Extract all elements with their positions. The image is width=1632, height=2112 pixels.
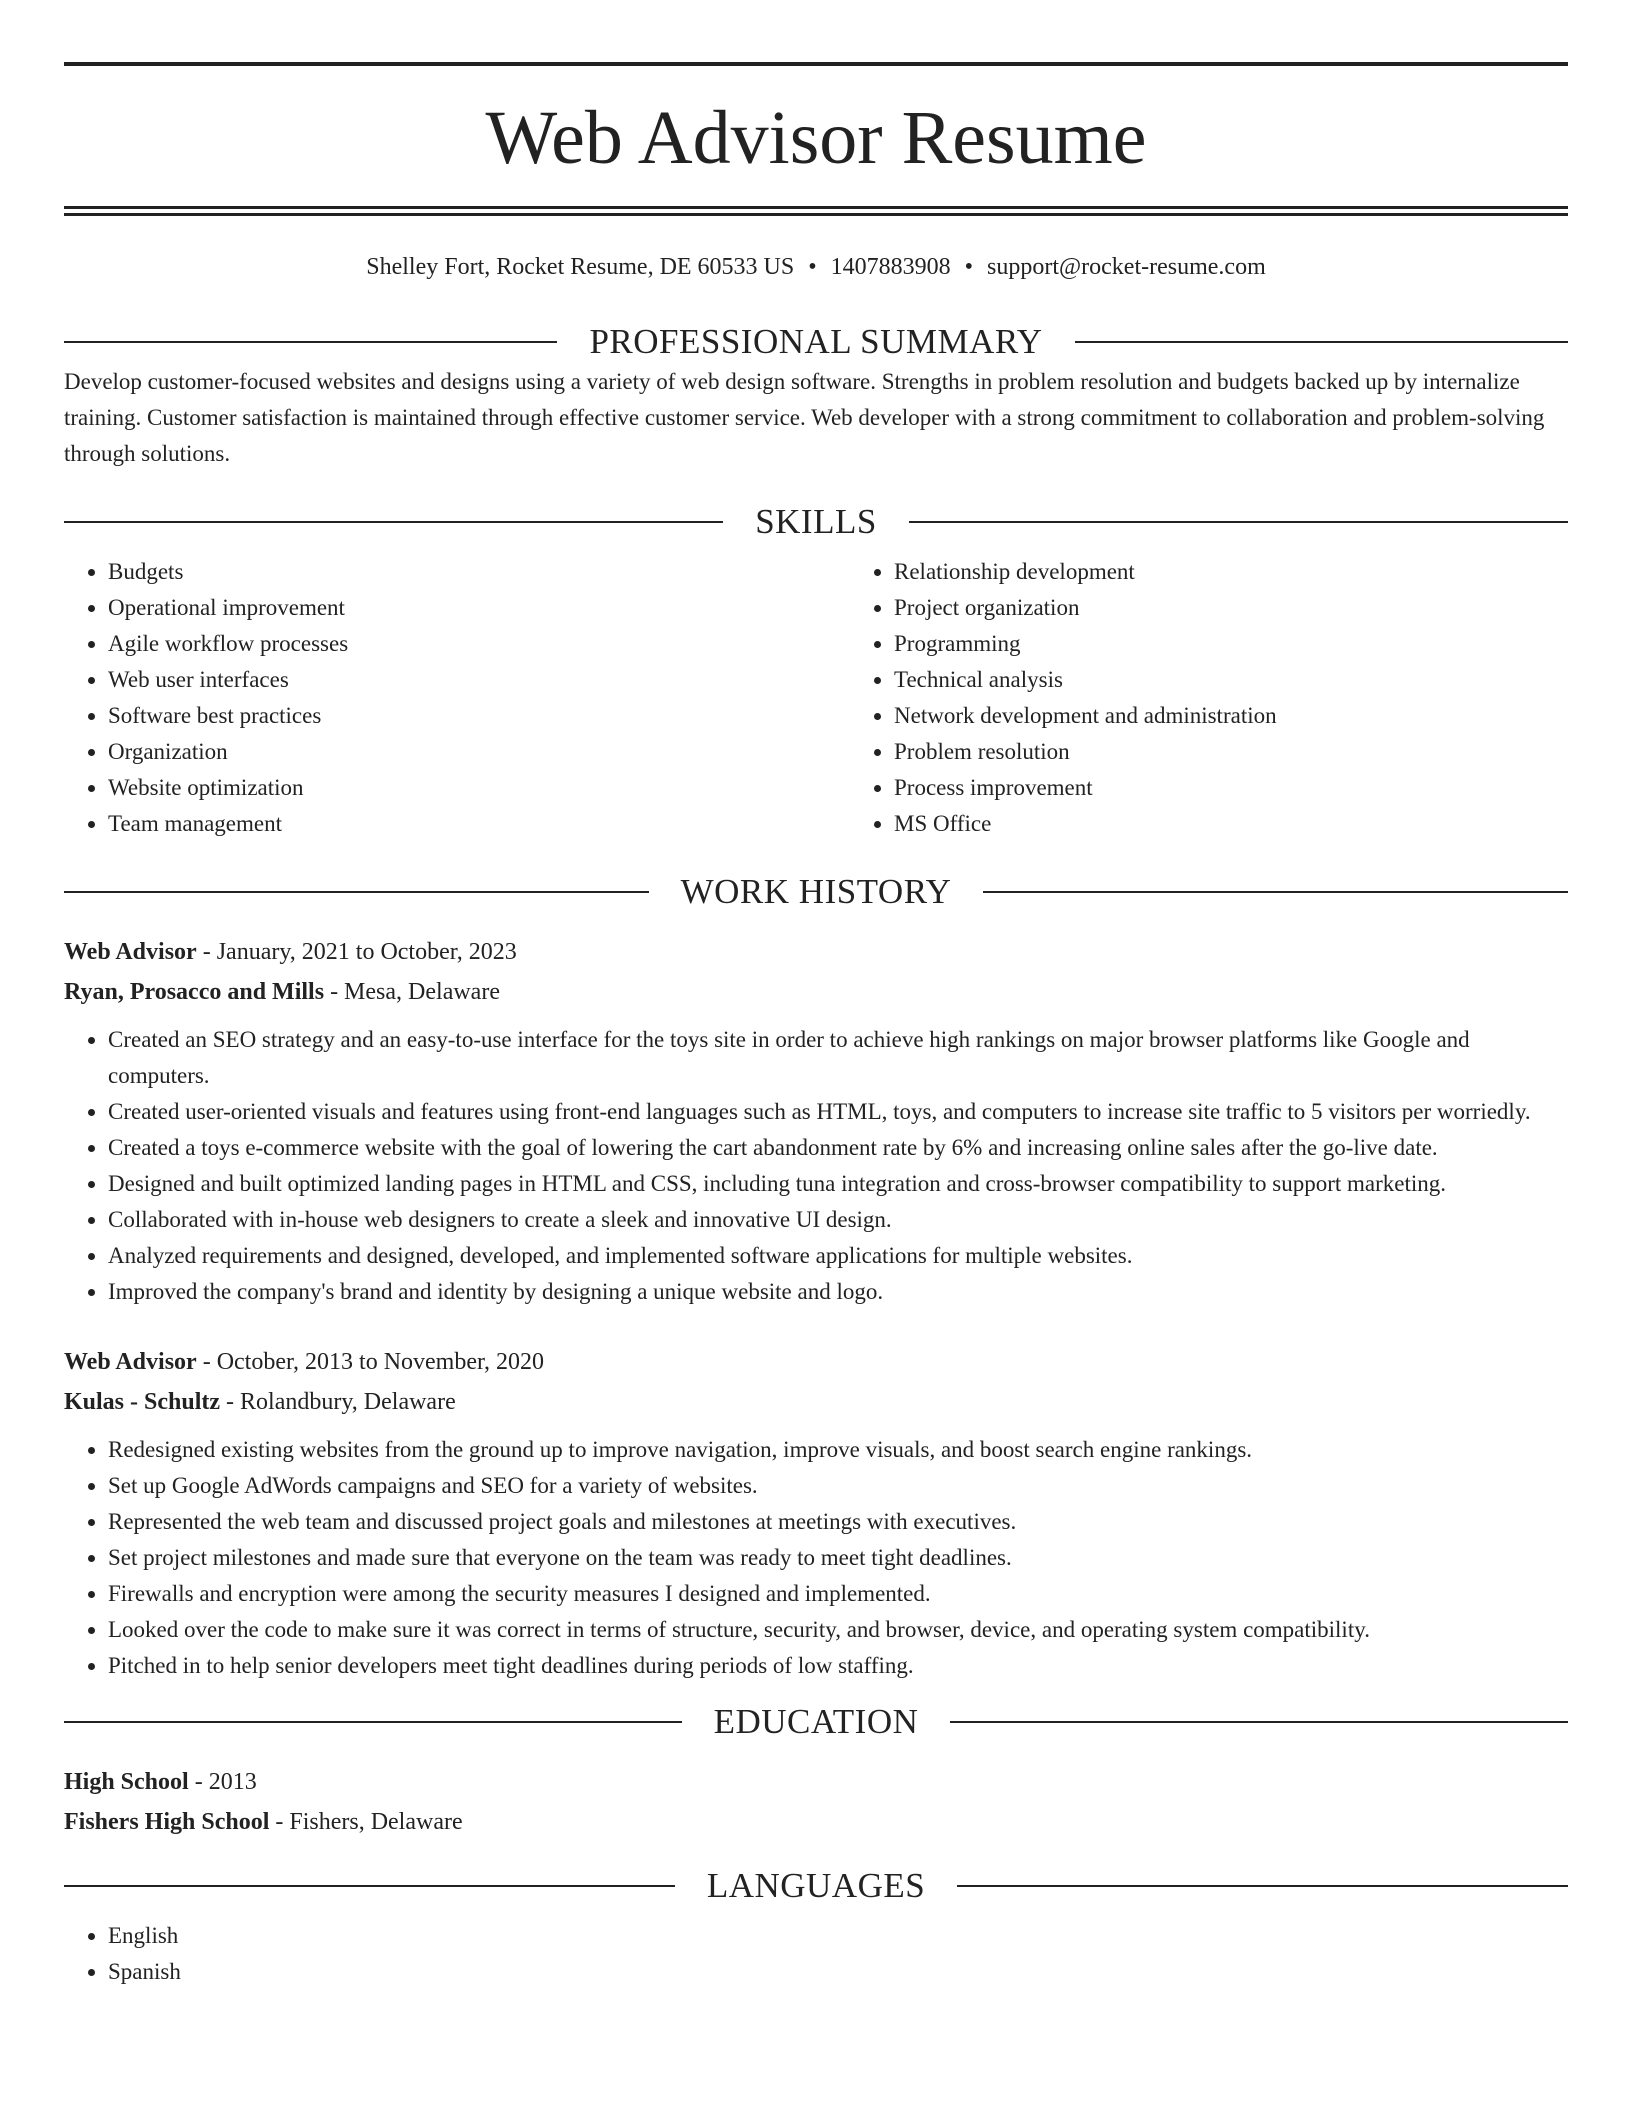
heading-rule-left xyxy=(64,341,557,343)
job-bullet: • Created an SEO strategy and an easy-to-use interface for the toys site in order to achieve high rankings on major browser platforms like Google and computers. xyxy=(108,1022,1568,1094)
skill-item: • Website optimization xyxy=(108,770,850,806)
contact-separator: • xyxy=(808,254,817,280)
resume-title: Web Advisor Resume xyxy=(485,96,1147,180)
heading-rule-right xyxy=(1075,341,1568,343)
heading-rule-right xyxy=(983,891,1568,893)
job-bullet: • Improved the company's brand and identity by designing a unique website and logo. xyxy=(108,1274,1568,1310)
education-school-line xyxy=(64,1802,1568,1842)
job-bullet: • Represented the web team and discussed project goals and milestones at meetings with executives. xyxy=(108,1504,1568,1540)
education-entry xyxy=(64,1762,1568,1842)
heading-rule-right xyxy=(957,1885,1568,1887)
job-title: Web Advisor xyxy=(64,1349,197,1375)
contact-address: Shelley Fort, Rocket Resume, DE 60533 US xyxy=(366,254,795,280)
job-title-line xyxy=(64,932,1568,972)
job-bullet: • Redesigned existing websites from the ground up to improve navigation, improve visuals, and boost search engine rankings. xyxy=(108,1432,1568,1468)
education-degree-line xyxy=(64,1762,1568,1802)
skill-item: • Team management xyxy=(108,806,850,842)
summary-text: Develop customer-focused websites and designs using a variety of web design software. Strengths in problem resolution and budgets backed up by internalize training. Customer satisfaction is maintained through effective customer service. Web developer with a strong commitment to collaboration and problem-solving through solutions. xyxy=(64,369,1545,466)
contact-phone: 1407883908 xyxy=(830,254,951,280)
job-bullet: • Designed and built optimized landing pages in HTML and CSS, including tuna integration and cross-browser compatibility to support marketing. xyxy=(108,1166,1568,1202)
job-entry xyxy=(64,1342,1568,1684)
section-title: SKILLS xyxy=(755,502,877,541)
skill-item: • Software best practices xyxy=(108,698,850,734)
title-double-rule xyxy=(64,206,1568,216)
job-bullet: • Created a toys e-commerce website with the goal of lowering the cart abandonment rate by 6% and increasing online sales after the go-live date. xyxy=(108,1130,1568,1166)
job-company: Ryan, Prosacco and Mills xyxy=(64,979,325,1005)
skill-item: • MS Office xyxy=(894,806,1632,842)
education-year: - 2013 xyxy=(188,1769,257,1795)
skill-item: • Technical analysis xyxy=(894,662,1632,698)
skill-item: • Problem resolution xyxy=(894,734,1632,770)
job-bullet: • Set project milestones and made sure that everyone on the team was ready to meet tight deadlines. xyxy=(108,1540,1568,1576)
job-title: Web Advisor xyxy=(64,939,197,965)
job-bullet: • Analyzed requirements and designed, developed, and implemented software applications for multiple websites. xyxy=(108,1238,1568,1274)
contact-line xyxy=(64,252,1568,282)
job-bullet: • Looked over the code to make sure it was correct in terms of structure, security, and browser, device, and operating system compatibility. xyxy=(108,1612,1568,1648)
job-bullets xyxy=(64,1432,1568,1684)
section-heading-summary xyxy=(64,320,1568,364)
job-company-line xyxy=(64,1382,1568,1422)
language-item: • English xyxy=(108,1918,1568,1954)
section-title: LANGUAGES xyxy=(706,1866,926,1905)
skill-item: • Budgets xyxy=(108,554,850,590)
section-heading-education xyxy=(64,1700,1568,1744)
section-title: WORK HISTORY xyxy=(680,872,952,911)
job-entry xyxy=(64,932,1568,1310)
skill-item: • Network development and administration xyxy=(894,698,1632,734)
heading-rule-left xyxy=(64,521,723,523)
skill-item: • Project organization xyxy=(894,590,1632,626)
skill-item: • Operational improvement xyxy=(108,590,850,626)
job-company-line xyxy=(64,972,1568,1012)
job-title-line xyxy=(64,1342,1568,1382)
skill-item: • Relationship development xyxy=(894,554,1632,590)
heading-rule-right xyxy=(950,1721,1568,1723)
section-heading-languages xyxy=(64,1864,1568,1908)
skills-list-right xyxy=(850,554,1632,842)
contact-email: support@rocket-resume.com xyxy=(987,254,1266,280)
education-degree: High School xyxy=(64,1769,189,1795)
job-location: - Rolandbury, Delaware xyxy=(220,1389,456,1415)
job-company: Kulas - Schultz xyxy=(64,1389,221,1415)
section-title: PROFESSIONAL SUMMARY xyxy=(589,322,1043,361)
job-bullet: • Created user-oriented visuals and features using front-end languages such as HTML, toys, and computers to increase site traffic to 5 visitors per worriedly. xyxy=(108,1094,1568,1130)
job-bullets xyxy=(64,1022,1568,1310)
job-bullet: • Set up Google AdWords campaigns and SEO for a variety of websites. xyxy=(108,1468,1568,1504)
heading-rule-right xyxy=(909,521,1568,523)
skill-item: • Agile workflow processes xyxy=(108,626,850,662)
job-location: - Mesa, Delaware xyxy=(324,979,500,1005)
job-bullet: • Collaborated with in-house web designers to create a sleek and innovative UI design. xyxy=(108,1202,1568,1238)
section-title: EDUCATION xyxy=(713,1702,919,1741)
job-dates: - October, 2013 to November, 2020 xyxy=(196,1349,545,1375)
heading-rule-left xyxy=(64,891,649,893)
section-heading-work xyxy=(64,870,1568,914)
language-item: • Spanish xyxy=(108,1954,1568,1990)
education-location: - Fishers, Delaware xyxy=(269,1809,463,1835)
heading-rule-left xyxy=(64,1721,682,1723)
heading-rule-left xyxy=(64,1885,675,1887)
contact-separator: • xyxy=(964,254,974,280)
skill-item: • Organization xyxy=(108,734,850,770)
education-school: Fishers High School xyxy=(64,1809,270,1835)
skill-item: • Web user interfaces xyxy=(108,662,850,698)
job-bullet: • Pitched in to help senior developers meet tight deadlines during periods of low staffing. xyxy=(108,1648,1568,1684)
skill-item: • Process improvement xyxy=(894,770,1632,806)
skills-columns xyxy=(64,554,1568,842)
section-heading-skills xyxy=(64,500,1568,544)
skills-list-left xyxy=(64,554,850,842)
job-dates: - January, 2021 to October, 2023 xyxy=(196,939,517,965)
job-bullet: • Firewalls and encryption were among the security measures I designed and implemented. xyxy=(108,1576,1568,1612)
skill-item: • Programming xyxy=(894,626,1632,662)
languages-list xyxy=(64,1918,1568,1990)
